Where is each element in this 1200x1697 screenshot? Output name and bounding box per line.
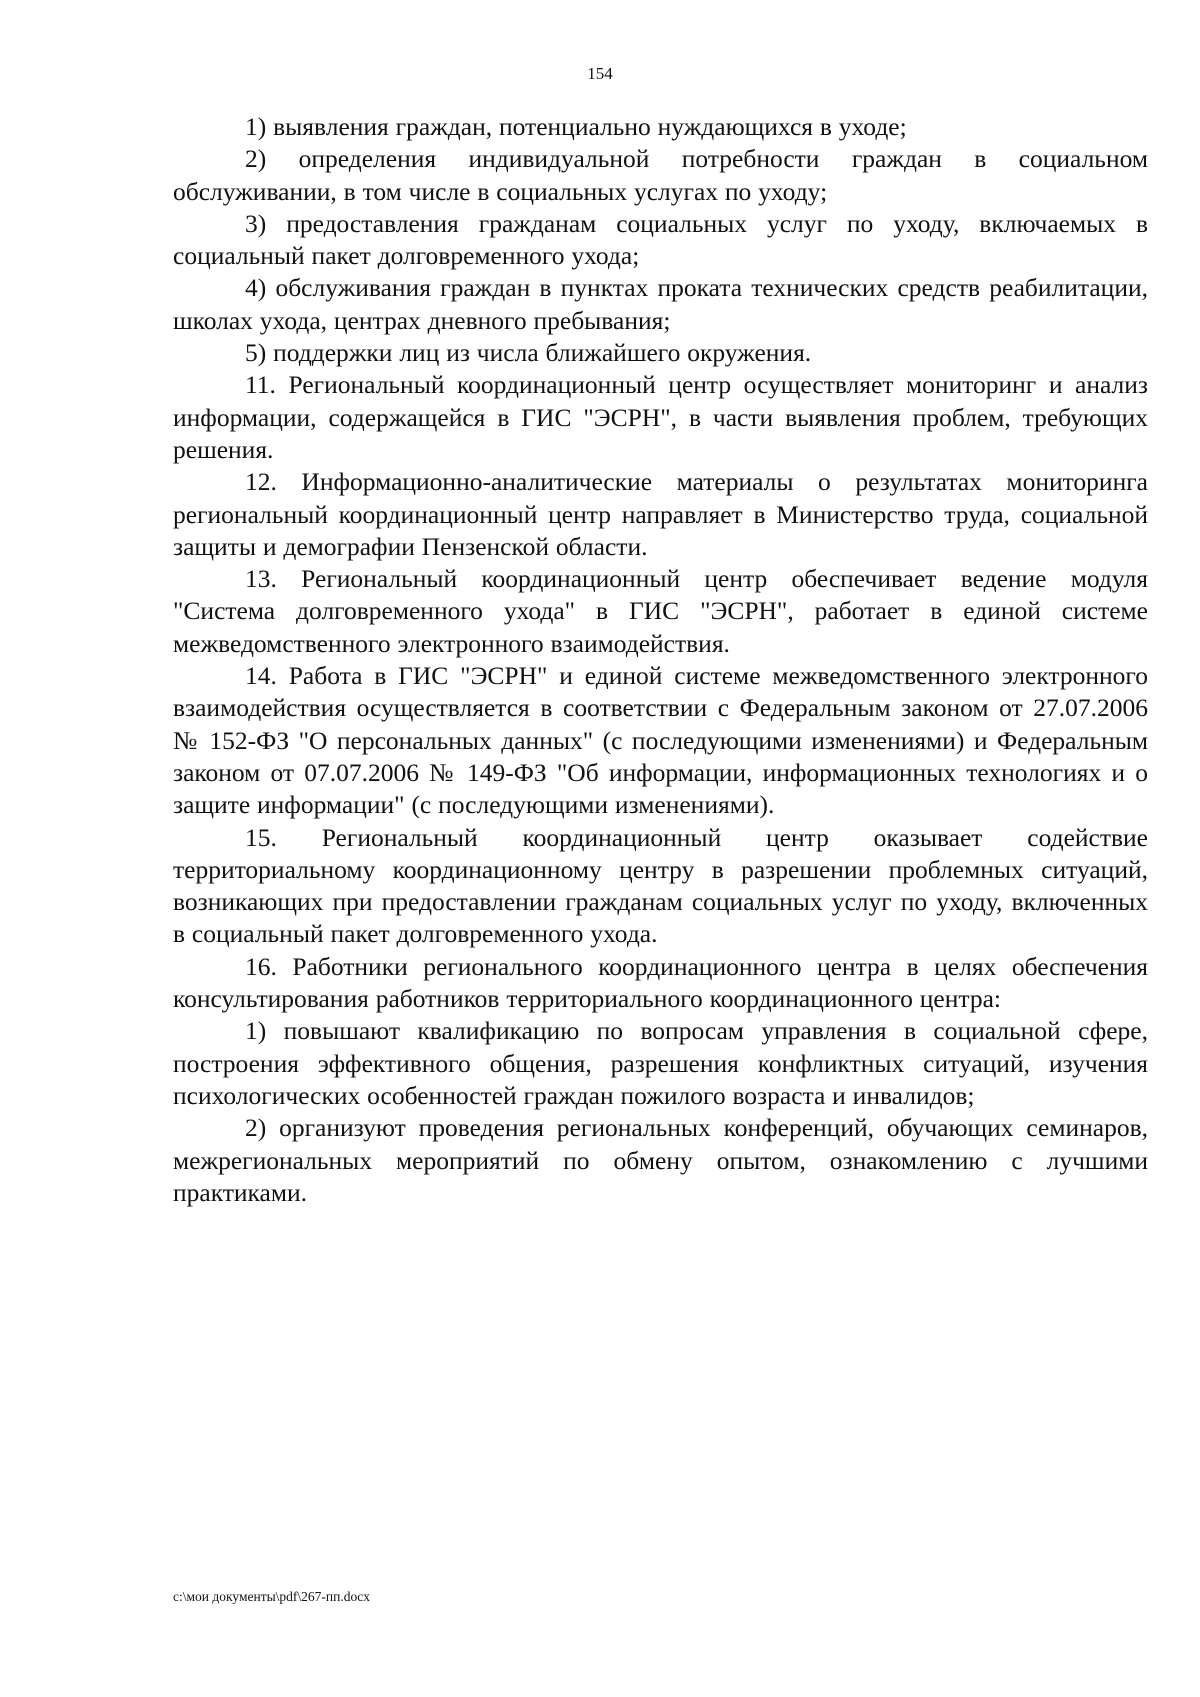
footer-file-path: c:\мои документы\pdf\267-пп.docx bbox=[173, 1589, 370, 1604]
clause-12: 12. Информационно-аналитические материалы о результатах мониторинга региональный координационный центр направляет в Министерство труда, социальной защиты и демографии Пензенской области. bbox=[173, 467, 1148, 561]
list-item-1-identification: 1) выявления граждан, потенциально нуждающихся в уходе; bbox=[245, 112, 907, 141]
list-item-4-rental-points: 4) обслуживания граждан в пунктах проката технических средств реабилитации, школах ухода, центрах дневного пребывания; bbox=[173, 273, 1148, 335]
clause-16-item-2: 2) организуют проведения региональных конференций, обучающих семинаров, межрегиональных мероприятий по обмену опытом, ознакомлению с лучшими практиками. bbox=[173, 1113, 1148, 1207]
page-number: 154 bbox=[587, 64, 613, 83]
clause-15: 15. Региональный координационный центр оказывает содействие территориальному координационному центру в разрешении проблемных ситуаций, возникающих при предоставлении гражданам социальных услуг по уходу, включенных в социальный пакет долговременного ухода. bbox=[173, 822, 1148, 949]
clause-14: 14. Работа в ГИС "ЭСРН" и единой системе межведомственного электронного взаимодействия осуществляется в соответствии с Федеральным законом от 27.07.2006 № 152-ФЗ "О персональных данных" (с последующими изменениями) и Федеральным законом от 07.07.2006 № 149-ФЗ "Об информации, информационных технологиях и о защите информации" (с последующими изменениями). bbox=[173, 661, 1148, 820]
list-item-2-needs-assessment: 2) определения индивидуальной потребности граждан в социальном обслуживании, в том числе в социальных услугах по уходу; bbox=[173, 144, 1148, 206]
document-body bbox=[173, 111, 1148, 1209]
clause-13: 13. Региональный координационный центр обеспечивает ведение модуля "Система долговременного ухода" в ГИС "ЭСРН", работает в единой системе межведомственного электронного взаимодействия. bbox=[173, 564, 1148, 658]
list-item-5-family-support: 5) поддержки лиц из числа ближайшего окружения. bbox=[245, 338, 812, 368]
clause-16-item-1: 1) повышают квалификацию по вопросам управления в социальной сфере, построения эффективного общения, разрешения конфликтных ситуаций, изучения психологических особенностей граждан пожилого возраста и инвалидов; bbox=[173, 1016, 1148, 1110]
clause-11: 11. Региональный координационный центр осуществляет мониторинг и анализ информации, содержащейся в ГИС "ЭСРН", в части выявления проблем, требующих решения. bbox=[173, 370, 1148, 464]
clause-16: 16. Работники регионального координационного центра в целях обеспечения консультирования работников территориального координационного центра: bbox=[173, 951, 1148, 1014]
list-item-3-service-provision: 3) предоставления гражданам социальных услуг по уходу, включаемых в социальный пакет долговременного ухода; bbox=[173, 208, 1148, 271]
